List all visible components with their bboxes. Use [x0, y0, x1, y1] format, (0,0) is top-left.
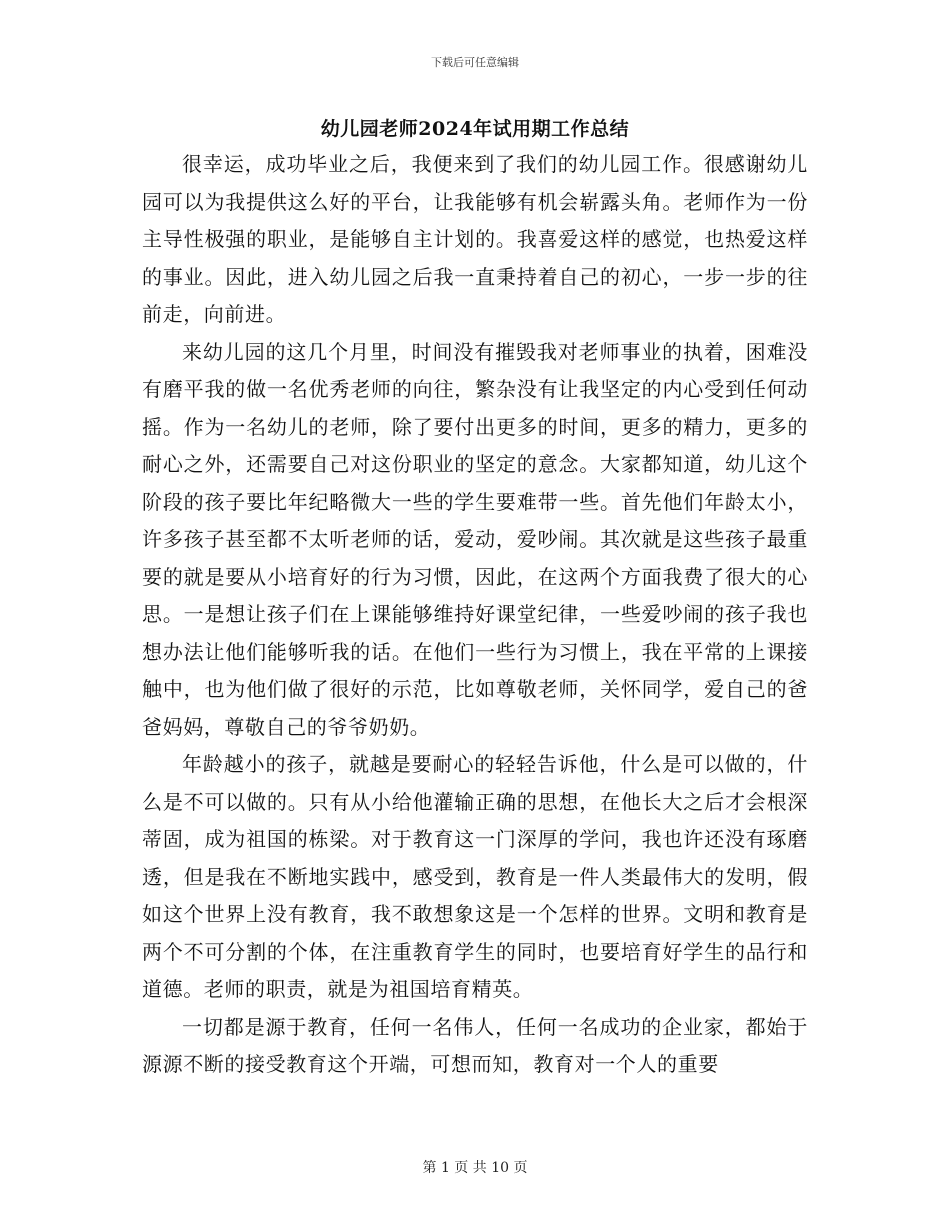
paragraph-4: 一切都是源于教育，任何一名伟人，任何一名成功的企业家，都始于源源不断的接受教育这个开端，可想而知，教育对一个人的重要	[142, 1014, 808, 1076]
header-note: 下载后可任意编辑	[431, 56, 519, 69]
paragraph-3: 年龄越小的孩子，就越是要耐心的轻轻告诉他，什么是可以做的，什么是不可以做的。只有从小给他灌输正确的思想，在他长大之后才会根深蒂固，成为祖国的栋梁。对于教育这一门深厚的学问，我也许还没有琢磨透，但是我在不断地实践中，感受到，教育是一件人类最伟大的发明，假如这个世界上没有教育，我不敢想象这是一个怎样的世界。文明和教育是两个不可分割的个体，在注重教育学生的同时，也要培育好学生的品行和道德。老师的职责，就是为祖国培育精英。	[142, 752, 808, 1001]
document-title: 幼儿园老师2024年试用期工作总结	[320, 118, 630, 140]
page-number-footer: 第 1 页 共 10 页	[422, 1160, 528, 1176]
document-body	[142, 146, 808, 1084]
paragraph-2: 来幼儿园的这几个月里，时间没有摧毁我对老师事业的执着，困难没有磨平我的做一名优秀老师的向往，繁杂没有让我坚定的内心受到任何动摇。作为一名幼儿的老师，除了要付出更多的时间，更多的精力，更多的耐心之外，还需要自己对这份职业的坚定的意念。大家都知道，幼儿这个阶段的孩子要比年纪略微大一些的学生要难带一些。首先他们年龄太小，许多孩子甚至都不太听老师的话，爱动，爱吵闹。其次就是这些孩子最重要的就是要从小培育好的行为习惯，因此，在这两个方面我费了很大的心思。一是想让孩子们在上课能够维持好课堂纪律，一些爱吵闹的孩子我也想办法让他们能够听我的话。在他们一些行为习惯上，我在平常的上课接触中，也为他们做了很好的示范，比如尊敬老师，关怀同学，爱自己的爸爸妈妈，尊敬自己的爷爷奶奶。	[142, 339, 808, 739]
paragraph-1: 很幸运，成功毕业之后，我便来到了我们的幼儿园工作。很感谢幼儿园可以为我提供这么好的平台，让我能够有机会崭露头角。老师作为一份主导性极强的职业，是能够自主计划的。我喜爱这样的感觉，也热爱这样的事业。因此，进入幼儿园之后我一直秉持着自己的初心，一步一步的往前走，向前进。	[142, 152, 808, 326]
